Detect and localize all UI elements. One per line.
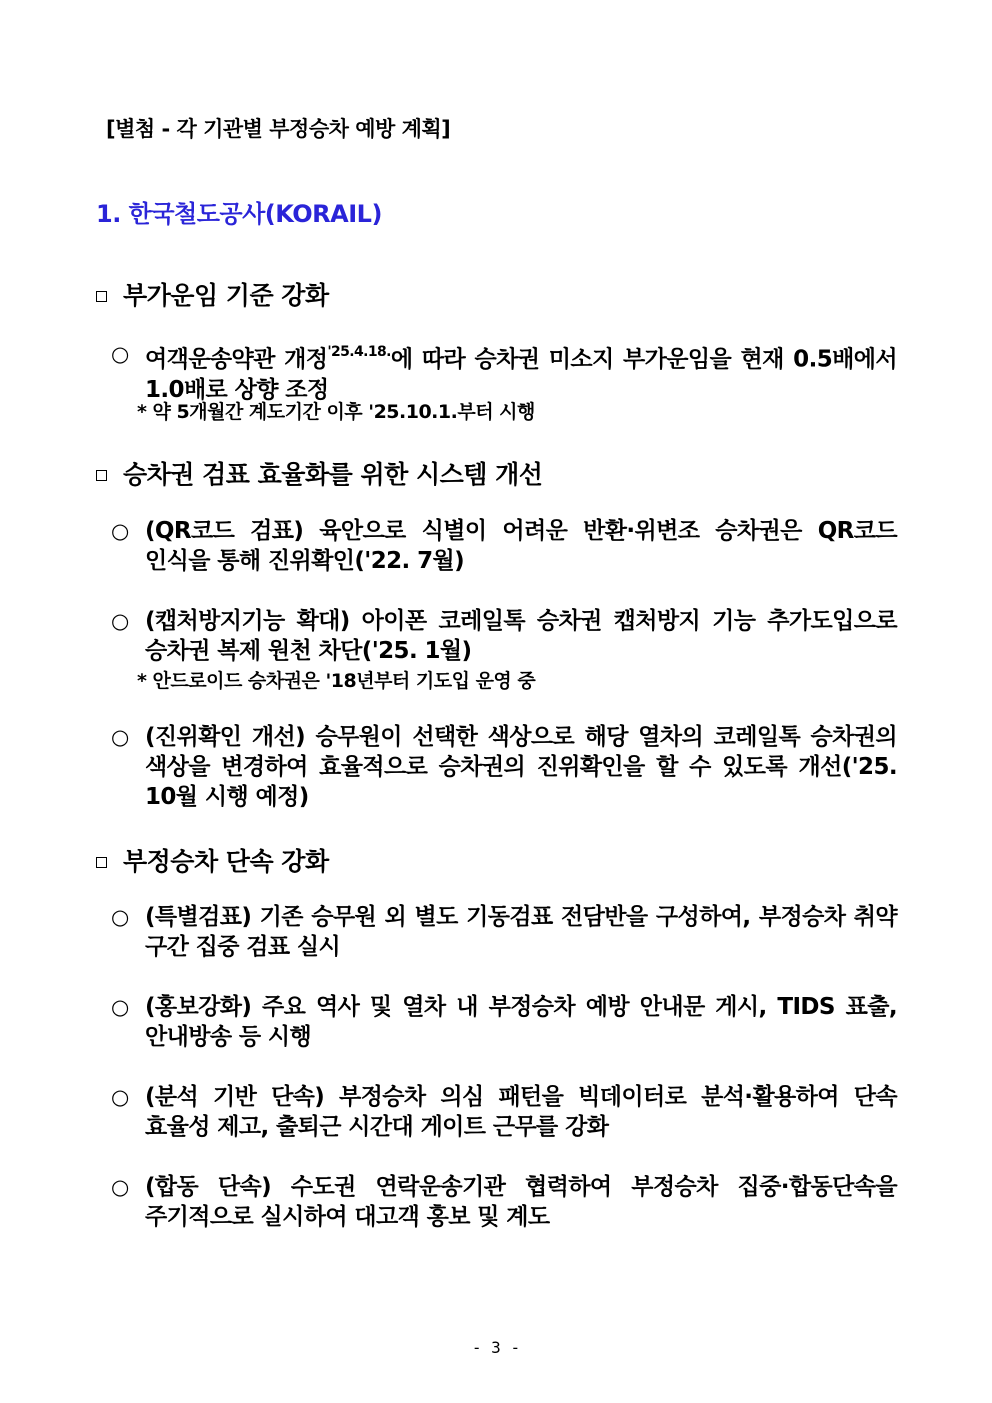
circle-bullet-icon: ○	[111, 995, 130, 1019]
circle-bullet-icon: ○	[111, 519, 130, 543]
section-title: 승차권 검표 효율화를 위한 시스템 개선	[123, 460, 543, 489]
list-item-text: (합동 단속) 수도권 연락운송기관 협력하여 부정승차 집중·합동단속을 주기적으로 실시하여 대고객 홍보 및 계도	[145, 1174, 897, 1230]
list-item-text: (홍보강화) 주요 역사 및 열차 내 부정승차 예방 안내문 게시, TIDS 표출, 안내방송 등 시행	[145, 994, 897, 1050]
amendment-date: '25.4.18.	[327, 344, 391, 360]
list-item-text: (특별검표) 기존 승무원 외 별도 기동검표 전담반을 구성하여, 부정승차 취약 구간 집중 검표 실시	[145, 904, 897, 960]
organization-title: 1. 한국철도공사(KORAIL)	[96, 200, 382, 228]
section-title: 부가운임 기준 강화	[123, 281, 329, 310]
circle-bullet-icon: ○	[111, 1085, 130, 1109]
section-heading-system-improvement	[96, 455, 542, 491]
square-bullet-icon	[96, 470, 107, 481]
footnote: * 약 5개월간 계도기간 이후 '25.10.1.부터 시행	[137, 401, 535, 423]
list-item-text: (진위확인 개선) 승무원이 선택한 색상으로 해당 열차의 코레일톡 승차권의 색상을 변경하여 효율적으로 승차권의 진위확인을 할 수 있도록 개선('25. 10월 시행 예정)	[145, 724, 897, 810]
page-number: - 3 -	[471, 1338, 521, 1357]
circle-bullet-icon: ○	[111, 1175, 130, 1199]
section-title: 부정승차 단속 강화	[123, 847, 329, 876]
circle-bullet-icon: ○	[111, 609, 130, 633]
square-bullet-icon	[96, 857, 107, 868]
circle-bullet-icon: ○	[111, 342, 130, 366]
circle-bullet-icon: ○	[111, 725, 130, 749]
section-heading-enforcement	[96, 842, 329, 878]
section-heading-surcharge	[96, 276, 329, 312]
list-item-text: (QR코드 검표) 육안으로 식별이 어려운 반환·위변조 승차권은 QR코드 인식을 통해 진위확인('22. 7월)	[145, 518, 897, 574]
circle-bullet-icon: ○	[111, 905, 130, 929]
footnote: * 안드로이드 승차권은 '18년부터 기도입 운영 중	[137, 670, 536, 692]
list-item-text: (캡처방지기능 확대) 아이폰 코레일톡 승차권 캡처방지 기능 추가도입으로 승차권 복제 원천 차단('25. 1월)	[145, 608, 897, 664]
list-item-text: 여객운송약관 개정$^{'25.4.18.}$에 따라 승차권 미소지 부가운임을 현재 0.5배에서 1.0배로 상향 조정	[145, 344, 897, 403]
square-bullet-icon	[96, 291, 107, 302]
list-item-text: (분석 기반 단속) 부정승차 의심 패턴을 빅데이터로 분석·활용하여 단속 효율성 제고, 출퇴근 시간대 게이트 근무를 강화	[145, 1084, 897, 1140]
attachment-title: [별첨 - 각 기관별 부정승차 예방 계획]	[106, 117, 451, 141]
